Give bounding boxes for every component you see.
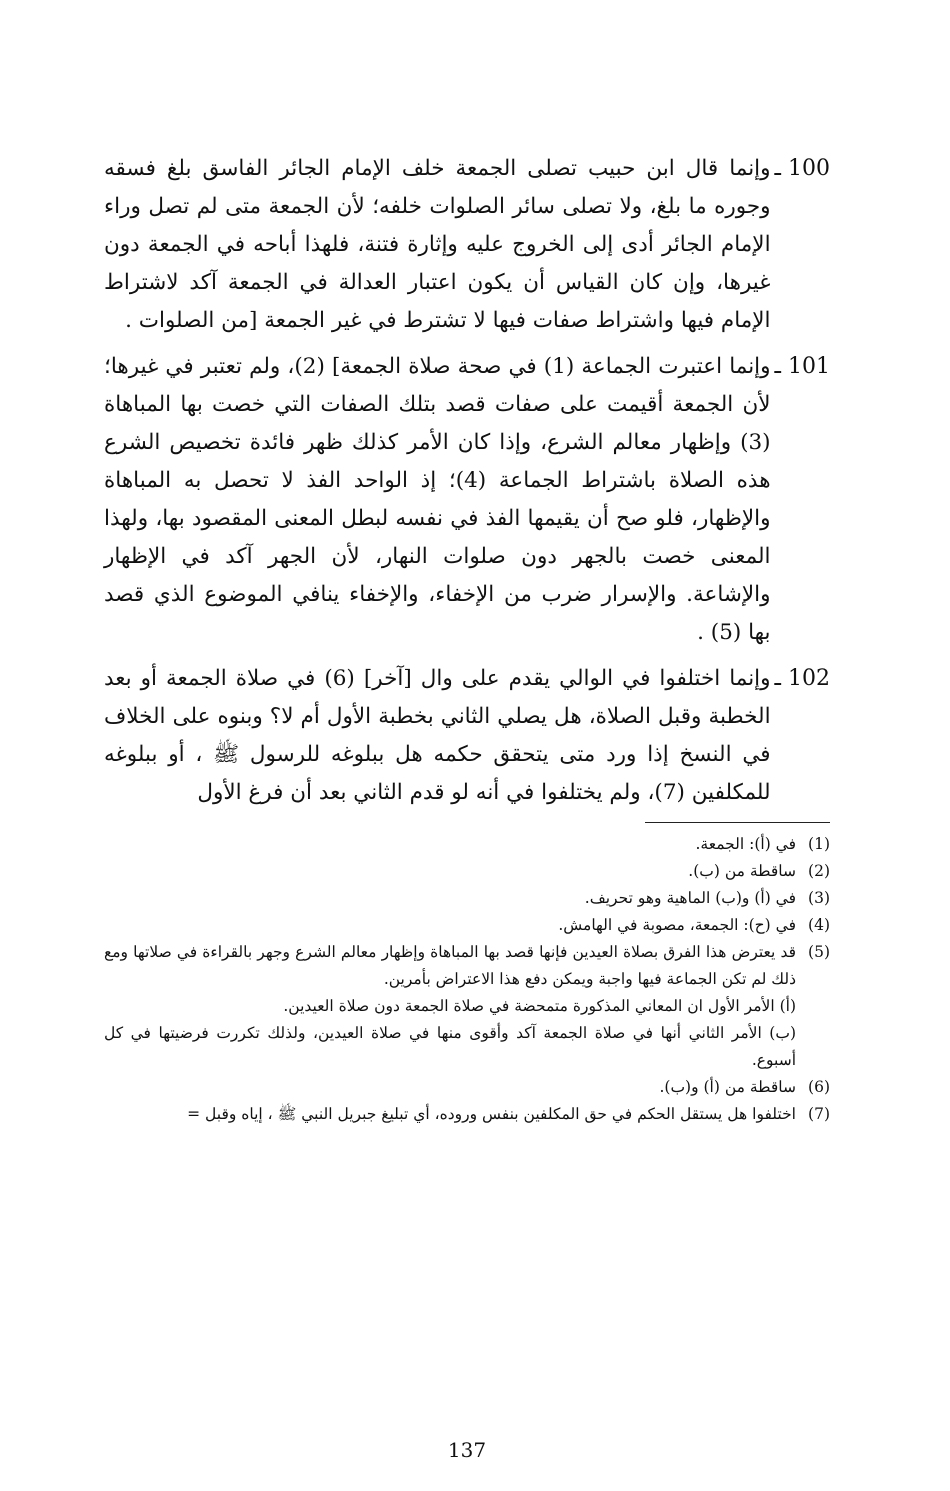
page-number: 137 [447, 1438, 487, 1462]
footnote-number: (5) [808, 943, 830, 961]
footnote-6 [104, 1074, 830, 1101]
footnote-3 [104, 885, 830, 912]
footnote-1 [104, 831, 830, 858]
paragraph-text: وإنما اختلفوا في الوالي يقدم على وال [آخر] (6) في صلاة الجمعة أو بعد الخطبة وقبل الصلاة، هل يصلي الثاني بخطبة الأول أم لا؟ وبنوه على الخلاف في النسخ إذا ورد متى يتحقق حكمه هل ببلوغه للرسول ﷺ ، أو ببلوغه للمكلفين (7)، ولم يختلفوا في أنه لو قدم الثاني بعد أن فرغ الأول [104, 666, 771, 805]
paragraph-number: 101 ـ [774, 354, 830, 379]
footnote-2 [104, 858, 830, 885]
footnote-number: (2) [808, 862, 830, 880]
footnote-5-point-a: (أ) الأمر الأول ان المعاني المذكورة متمحضة في صلاة الجمعة دون صلاة العيدين. [283, 997, 796, 1015]
footnote-text: ساقطة من (ب). [688, 862, 796, 880]
page-body [104, 150, 830, 1470]
paragraph-101 [104, 348, 830, 652]
paragraph-text: وإنما اعتبرت الجماعة (1) في صحة صلاة الجمعة] (2)، ولم تعتبر في غيرها؛ لأن الجمعة أقيمت على صفات قصد بتلك الصفات التي خصت بها المباهاة (3) وإظهار معالم الشرع، وإذا كان الأمر كذلك ظهر فائدة تخصيص الشرع هذه الصلاة باشتراط الجماعة (4)؛ إذ الواحد الفذ لا تحصل به المباهاة والإظهار، فلو صح أن يقيمها الفذ في نفسه لبطل المعنى المقصود بها، ولهذا المعنى خصت بالجهر دون صلوات النهار، لأن الجهر آكد في الإظهار والإشاعة. والإسرار ضرب من الإخفاء، والإخفاء ينافي الموضوع الذي قصد بها (5) . [104, 354, 771, 645]
footnote-divider [645, 822, 830, 823]
paragraph-102 [104, 660, 830, 812]
footnote-number: (6) [808, 1078, 830, 1096]
footnote-number: (7) [808, 1105, 830, 1123]
footnote-5-point-b: (ب) الأمر الثاني أنها في صلاة الجمعة آكد وأقوى منها في صلاة العيدين، ولذلك تكررت فرضيتها في كل أسبوع. [104, 1024, 796, 1069]
paragraph-number: 100 ـ [774, 156, 830, 181]
footnote-text: ساقطة من (أ) و(ب). [659, 1078, 796, 1096]
footnote-7 [104, 1101, 830, 1128]
footnote-text: في (أ) و(ب) الماهية وهو تحريف. [584, 889, 796, 907]
footnotes [104, 831, 830, 1128]
footnote-text: في (أ): الجمعة. [695, 835, 796, 853]
footnote-text: اختلفوا هل يستقل الحكم في حق المكلفين بنفس وروده، أي تبليغ جبريل النبي ﷺ ، إياه وقبل = [187, 1105, 796, 1123]
footnote-4 [104, 912, 830, 939]
footnote-text: قد يعترض هذا الفرق بصلاة العيدين فإنها قصد بها المباهاة وإظهار معالم الشرع وجهر بالقراءة في صلاتها ومع ذلك لم تكن الجماعة فيها واجبة ويمكن دفع هذا الاعتراض بأمرين. [104, 943, 796, 988]
footnote-number: (1) [808, 835, 830, 853]
footnote-number: (4) [808, 916, 830, 934]
paragraph-number: 102 ـ [774, 666, 830, 691]
paragraph-text: وإنما قال ابن حبيب تصلى الجمعة خلف الإمام الجائر الفاسق بلغ فسقه وجوره ما بلغ، ولا تصلى سائر الصلوات خلفه؛ لأن الجمعة متى لم تصل وراء الإمام الجائر أدى إلى الخروج عليه وإثارة فتنة، فلهذا أباحه في الجمعة دون غيرها، وإن كان القياس أن يكون اعتبار العدالة في الجمعة آكد لاشتراط الإمام فيها واشتراط صفات فيها لا تشترط في غير الجمعة [من الصلوات . [104, 156, 771, 333]
paragraph-100 [104, 150, 830, 340]
footnote-5 [104, 939, 830, 993]
footnote-number: (3) [808, 889, 830, 907]
footnote-text: في (ح): الجمعة، مصوبة في الهامش. [558, 916, 796, 934]
